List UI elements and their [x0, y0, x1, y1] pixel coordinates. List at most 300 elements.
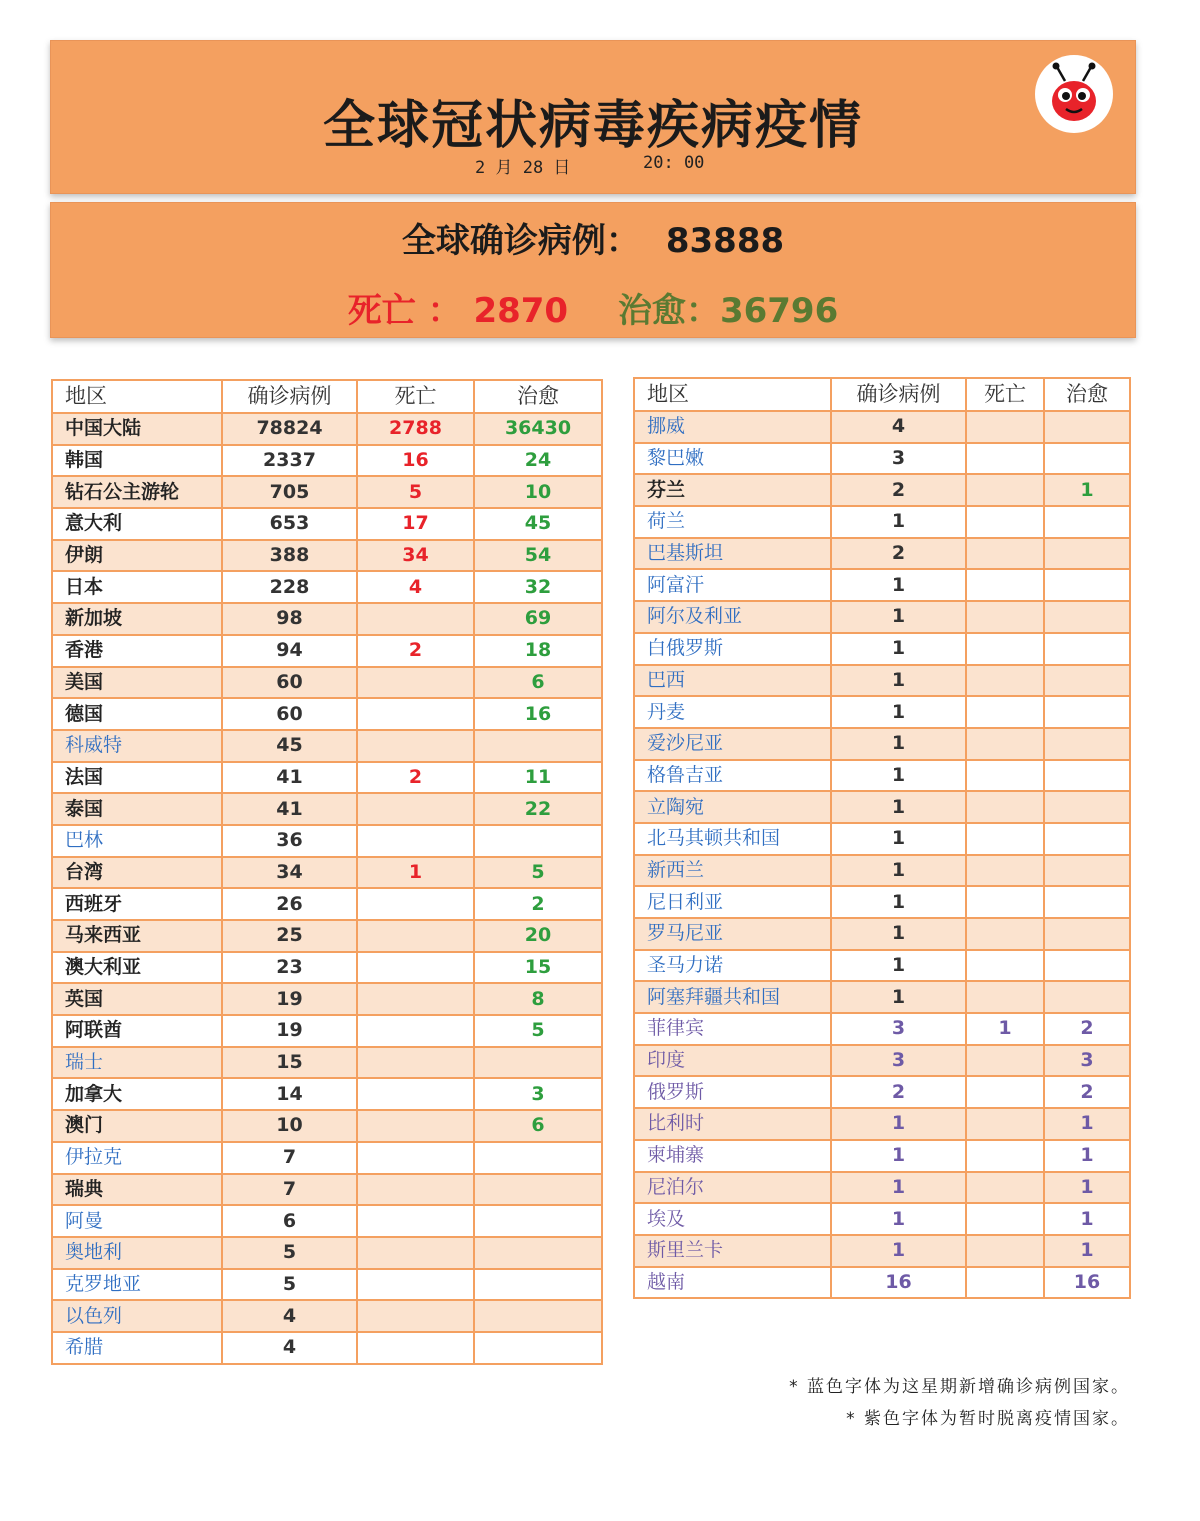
cured-count — [474, 1332, 602, 1364]
confirmed-count: 1 — [831, 506, 966, 538]
table-row — [52, 1237, 602, 1269]
cured-count — [474, 1174, 602, 1206]
table-row — [52, 476, 602, 508]
table-row — [634, 443, 1130, 475]
cured-count — [1044, 538, 1130, 570]
page-title: 全球冠状病毒疾病疫情 — [322, 96, 863, 156]
cured-count — [474, 730, 602, 762]
country-name: 斯里兰卡 — [634, 1235, 831, 1267]
summary-banner — [50, 202, 1136, 338]
table-row — [52, 635, 602, 667]
cured-count: 24 — [474, 445, 602, 477]
confirmed-count: 1 — [831, 981, 966, 1013]
death-count — [966, 1267, 1044, 1299]
confirmed-count: 1 — [831, 918, 966, 950]
death-count — [966, 823, 1044, 855]
table-row — [52, 1332, 602, 1364]
country-name: 新西兰 — [634, 855, 831, 887]
table-row — [52, 730, 602, 762]
table-row — [634, 728, 1130, 760]
table-row — [52, 1300, 602, 1332]
confirmed-count: 26 — [222, 888, 357, 920]
cured-count — [1044, 506, 1130, 538]
country-name: 意大利 — [52, 508, 222, 540]
country-name: 俄罗斯 — [634, 1076, 831, 1108]
table-row — [52, 445, 602, 477]
death-count — [966, 981, 1044, 1013]
cured-count: 18 — [474, 635, 602, 667]
table-row — [52, 888, 602, 920]
confirmed-count: 4 — [222, 1300, 357, 1332]
country-name: 挪威 — [634, 411, 831, 443]
confirmed-count: 653 — [222, 508, 357, 540]
confirmed-count: 14 — [222, 1078, 357, 1110]
country-name: 柬埔寨 — [634, 1140, 831, 1172]
death-count — [357, 1237, 474, 1269]
death-count — [966, 791, 1044, 823]
country-name: 钻石公主游轮 — [52, 476, 222, 508]
death-count — [357, 920, 474, 952]
confirmed-count: 1 — [831, 823, 966, 855]
death-count — [966, 474, 1044, 506]
table-row — [52, 857, 602, 889]
country-name: 菲律宾 — [634, 1013, 831, 1045]
confirmed-count: 2 — [831, 1076, 966, 1108]
ladybug-mascot-icon — [1035, 55, 1113, 133]
death-count — [357, 793, 474, 825]
cured-count: 2 — [474, 888, 602, 920]
cured-count — [474, 1269, 602, 1301]
confirmed-count: 1 — [831, 886, 966, 918]
column-header-region: 地区 — [634, 378, 831, 411]
table-row — [52, 1015, 602, 1047]
cured-count: 54 — [474, 540, 602, 572]
column-header-deaths: 死亡 — [966, 378, 1044, 411]
death-count: 17 — [357, 508, 474, 540]
confirmed-count: 1 — [831, 1235, 966, 1267]
cured-count — [1044, 918, 1130, 950]
table-row — [634, 1045, 1130, 1077]
country-name: 伊拉克 — [52, 1142, 222, 1174]
country-name: 芬兰 — [634, 474, 831, 506]
cured-count — [1044, 823, 1130, 855]
death-cured-line — [51, 283, 1135, 332]
left-table-body — [52, 413, 602, 1364]
column-header-confirmed: 确诊病例 — [222, 380, 357, 413]
cured-count — [1044, 601, 1130, 633]
column-header-confirmed: 确诊病例 — [831, 378, 966, 411]
table-row — [634, 1140, 1130, 1172]
death-count: 4 — [357, 571, 474, 603]
death-count: 1 — [966, 1013, 1044, 1045]
death-count: 2 — [357, 635, 474, 667]
death-count: 2788 — [357, 413, 474, 445]
death-count — [966, 633, 1044, 665]
cured-count: 2 — [1044, 1013, 1130, 1045]
country-name: 立陶宛 — [634, 791, 831, 823]
confirmed-count: 36 — [222, 825, 357, 857]
table-row — [634, 855, 1130, 887]
cured-value: 36796 — [719, 291, 839, 331]
confirmed-count: 45 — [222, 730, 357, 762]
confirmed-count: 1 — [831, 665, 966, 697]
table-row — [52, 1269, 602, 1301]
table-row — [52, 508, 602, 540]
death-count: 34 — [357, 540, 474, 572]
legend-note-blue: * 蓝色字体为这星期新增确诊病例国家。 — [789, 1377, 1130, 1397]
right-table-body — [634, 411, 1130, 1298]
death-count — [966, 696, 1044, 728]
cured-count — [1044, 696, 1130, 728]
country-name: 比利时 — [634, 1108, 831, 1140]
country-name: 马来西亚 — [52, 920, 222, 952]
cured-count: 36430 — [474, 413, 602, 445]
table-row — [52, 762, 602, 794]
death-count — [966, 1108, 1044, 1140]
country-name: 希腊 — [52, 1332, 222, 1364]
cured-count: 22 — [474, 793, 602, 825]
death-count — [357, 1142, 474, 1174]
cured-count: 1 — [1044, 474, 1130, 506]
table-row — [634, 1172, 1130, 1204]
cured-count — [474, 1205, 602, 1237]
cured-count — [474, 825, 602, 857]
country-name: 台湾 — [52, 857, 222, 889]
cured-count — [474, 1300, 602, 1332]
confirmed-count: 1 — [831, 1108, 966, 1140]
confirmed-count: 1 — [831, 1172, 966, 1204]
table-row — [52, 571, 602, 603]
country-name: 加拿大 — [52, 1078, 222, 1110]
column-header-deaths: 死亡 — [357, 380, 474, 413]
cured-count: 5 — [474, 857, 602, 889]
cured-count: 16 — [1044, 1267, 1130, 1299]
legend-note-purple: * 紫色字体为暂时脱离疫情国家。 — [846, 1409, 1130, 1429]
table-row — [634, 1076, 1130, 1108]
cured-count: 2 — [1044, 1076, 1130, 1108]
country-name: 以色列 — [52, 1300, 222, 1332]
country-name: 白俄罗斯 — [634, 633, 831, 665]
table-row — [634, 665, 1130, 697]
death-count: 2 — [357, 762, 474, 794]
total-confirmed-label: 全球确诊病例： — [401, 221, 640, 261]
table-row — [634, 474, 1130, 506]
left-cases-table — [51, 379, 603, 1365]
country-name: 越南 — [634, 1267, 831, 1299]
country-name: 美国 — [52, 667, 222, 699]
country-name: 澳门 — [52, 1110, 222, 1142]
table-row — [634, 918, 1130, 950]
confirmed-count: 3 — [831, 1013, 966, 1045]
country-name: 尼日利亚 — [634, 886, 831, 918]
confirmed-count: 7 — [222, 1142, 357, 1174]
death-count — [966, 665, 1044, 697]
cured-count: 8 — [474, 983, 602, 1015]
confirmed-count: 2337 — [222, 445, 357, 477]
death-count — [966, 1076, 1044, 1108]
right-cases-table — [633, 377, 1131, 1299]
confirmed-count: 1 — [831, 791, 966, 823]
cured-count: 1 — [1044, 1235, 1130, 1267]
table-header-row — [52, 380, 602, 413]
confirmed-count: 1 — [831, 855, 966, 887]
table-row — [52, 1142, 602, 1174]
table-row — [52, 698, 602, 730]
death-count — [357, 603, 474, 635]
death-count — [357, 1205, 474, 1237]
death-count — [966, 728, 1044, 760]
table-row — [634, 411, 1130, 443]
confirmed-count: 2 — [831, 538, 966, 570]
confirmed-count: 41 — [222, 762, 357, 794]
country-name: 科威特 — [52, 730, 222, 762]
cured-count — [474, 1142, 602, 1174]
cured-count: 69 — [474, 603, 602, 635]
confirmed-count: 5 — [222, 1269, 357, 1301]
table-row — [52, 1174, 602, 1206]
confirmed-count: 4 — [222, 1332, 357, 1364]
confirmed-count: 98 — [222, 603, 357, 635]
confirmed-count: 1 — [831, 633, 966, 665]
confirmed-count: 94 — [222, 635, 357, 667]
confirmed-count: 16 — [831, 1267, 966, 1299]
cured-count: 3 — [1044, 1045, 1130, 1077]
confirmed-count: 3 — [831, 1045, 966, 1077]
death-count — [357, 888, 474, 920]
table-row — [634, 886, 1130, 918]
death-count — [966, 1172, 1044, 1204]
table-row — [634, 696, 1130, 728]
death-count — [966, 886, 1044, 918]
confirmed-count: 60 — [222, 667, 357, 699]
table-row — [634, 506, 1130, 538]
country-name: 德国 — [52, 698, 222, 730]
table-row — [634, 1108, 1130, 1140]
death-count — [966, 601, 1044, 633]
confirmed-count: 19 — [222, 1015, 357, 1047]
confirmed-count: 228 — [222, 571, 357, 603]
table-row — [634, 633, 1130, 665]
country-name: 阿塞拜疆共和国 — [634, 981, 831, 1013]
table-row — [634, 1013, 1130, 1045]
confirmed-count: 1 — [831, 569, 966, 601]
death-count: 16 — [357, 445, 474, 477]
country-name: 法国 — [52, 762, 222, 794]
country-name: 瑞士 — [52, 1047, 222, 1079]
death-count — [966, 1203, 1044, 1235]
country-name: 香港 — [52, 635, 222, 667]
cured-count: 45 — [474, 508, 602, 540]
death-count — [966, 1235, 1044, 1267]
table-row — [634, 981, 1130, 1013]
cured-count — [1044, 760, 1130, 792]
table-row — [52, 603, 602, 635]
table-row — [52, 1205, 602, 1237]
confirmed-count: 3 — [831, 443, 966, 475]
country-name: 瑞典 — [52, 1174, 222, 1206]
cured-count — [1044, 633, 1130, 665]
cured-count — [1044, 791, 1130, 823]
title-banner — [50, 40, 1136, 194]
confirmed-count: 23 — [222, 952, 357, 984]
confirmed-count: 60 — [222, 698, 357, 730]
death-count — [357, 1015, 474, 1047]
table-row — [52, 1078, 602, 1110]
cured-count — [1044, 728, 1130, 760]
death-count — [966, 569, 1044, 601]
death-label: 死亡 ： — [347, 291, 462, 331]
report-time: 20: 00 — [643, 153, 705, 173]
cured-count — [474, 1237, 602, 1269]
death-count — [357, 667, 474, 699]
country-name: 阿尔及利亚 — [634, 601, 831, 633]
confirmed-count: 2 — [831, 474, 966, 506]
confirmed-count: 19 — [222, 983, 357, 1015]
country-name: 圣马力诺 — [634, 950, 831, 982]
column-header-region: 地区 — [52, 380, 222, 413]
confirmed-count: 1 — [831, 696, 966, 728]
confirmed-count: 1 — [831, 1203, 966, 1235]
confirmed-count: 1 — [831, 760, 966, 792]
table-row — [52, 667, 602, 699]
confirmed-count: 25 — [222, 920, 357, 952]
total-confirmed-line — [51, 213, 1135, 262]
country-name: 巴西 — [634, 665, 831, 697]
cured-count — [474, 1047, 602, 1079]
death-count — [357, 1047, 474, 1079]
table-row — [52, 983, 602, 1015]
death-count: 5 — [357, 476, 474, 508]
confirmed-count: 4 — [831, 411, 966, 443]
country-name: 阿曼 — [52, 1205, 222, 1237]
country-name: 韩国 — [52, 445, 222, 477]
death-count — [966, 538, 1044, 570]
table-row — [634, 1267, 1130, 1299]
table-row — [634, 1203, 1130, 1235]
table-row — [634, 569, 1130, 601]
confirmed-count: 705 — [222, 476, 357, 508]
cured-count — [1044, 411, 1130, 443]
country-name: 巴基斯坦 — [634, 538, 831, 570]
cured-count — [1044, 981, 1130, 1013]
country-name: 尼泊尔 — [634, 1172, 831, 1204]
country-name: 黎巴嫩 — [634, 443, 831, 475]
country-name: 印度 — [634, 1045, 831, 1077]
death-count — [966, 1045, 1044, 1077]
country-name: 北马其顿共和国 — [634, 823, 831, 855]
death-count — [966, 411, 1044, 443]
cured-count: 5 — [474, 1015, 602, 1047]
cured-count: 10 — [474, 476, 602, 508]
death-count — [357, 730, 474, 762]
death-count — [357, 825, 474, 857]
cured-count: 1 — [1044, 1172, 1130, 1204]
confirmed-count: 15 — [222, 1047, 357, 1079]
death-count — [966, 855, 1044, 887]
cured-count — [1044, 855, 1130, 887]
death-value: 2870 — [473, 291, 569, 331]
country-name: 新加坡 — [52, 603, 222, 635]
cured-count: 32 — [474, 571, 602, 603]
confirmed-count: 388 — [222, 540, 357, 572]
table-row — [52, 1047, 602, 1079]
table-row — [634, 1235, 1130, 1267]
cured-count: 3 — [474, 1078, 602, 1110]
confirmed-count: 41 — [222, 793, 357, 825]
table-row — [52, 1110, 602, 1142]
cured-count: 16 — [474, 698, 602, 730]
country-name: 中国大陆 — [52, 413, 222, 445]
confirmed-count: 5 — [222, 1237, 357, 1269]
death-count — [357, 1174, 474, 1206]
report-date: 2 月 28 日 — [475, 158, 571, 178]
cured-count — [1044, 950, 1130, 982]
death-count — [357, 1300, 474, 1332]
table-row — [634, 823, 1130, 855]
death-count — [966, 1140, 1044, 1172]
country-name: 丹麦 — [634, 696, 831, 728]
death-count — [357, 1332, 474, 1364]
country-name: 阿联酋 — [52, 1015, 222, 1047]
country-name: 英国 — [52, 983, 222, 1015]
death-count — [357, 1078, 474, 1110]
country-name: 泰国 — [52, 793, 222, 825]
table-row — [634, 950, 1130, 982]
country-name: 克罗地亚 — [52, 1269, 222, 1301]
cured-count — [1044, 569, 1130, 601]
confirmed-count: 1 — [831, 601, 966, 633]
column-header-cured: 治愈 — [474, 380, 602, 413]
table-row — [52, 825, 602, 857]
death-count — [966, 443, 1044, 475]
table-row — [634, 791, 1130, 823]
column-header-cured: 治愈 — [1044, 378, 1130, 411]
death-count — [966, 950, 1044, 982]
confirmed-count: 78824 — [222, 413, 357, 445]
cured-count: 1 — [1044, 1108, 1130, 1140]
country-name: 日本 — [52, 571, 222, 603]
table-row — [52, 952, 602, 984]
total-confirmed-value: 83888 — [665, 221, 785, 261]
cured-count: 1 — [1044, 1203, 1130, 1235]
cured-label: 治愈： — [617, 291, 720, 331]
cured-count — [1044, 443, 1130, 475]
death-count — [357, 1269, 474, 1301]
confirmed-count: 10 — [222, 1110, 357, 1142]
country-name: 伊朗 — [52, 540, 222, 572]
cured-count — [1044, 886, 1130, 918]
cured-count: 6 — [474, 667, 602, 699]
death-count — [966, 760, 1044, 792]
cured-count: 15 — [474, 952, 602, 984]
cured-count: 6 — [474, 1110, 602, 1142]
table-row — [634, 538, 1130, 570]
country-name: 西班牙 — [52, 888, 222, 920]
death-count — [357, 1110, 474, 1142]
cured-count: 20 — [474, 920, 602, 952]
death-count — [966, 918, 1044, 950]
table-header-row — [634, 378, 1130, 411]
confirmed-count: 1 — [831, 728, 966, 760]
death-count — [357, 698, 474, 730]
country-name: 埃及 — [634, 1203, 831, 1235]
confirmed-count: 1 — [831, 950, 966, 982]
country-name: 阿富汗 — [634, 569, 831, 601]
table-row — [52, 793, 602, 825]
country-name: 澳大利亚 — [52, 952, 222, 984]
table-row — [52, 413, 602, 445]
confirmed-count: 7 — [222, 1174, 357, 1206]
